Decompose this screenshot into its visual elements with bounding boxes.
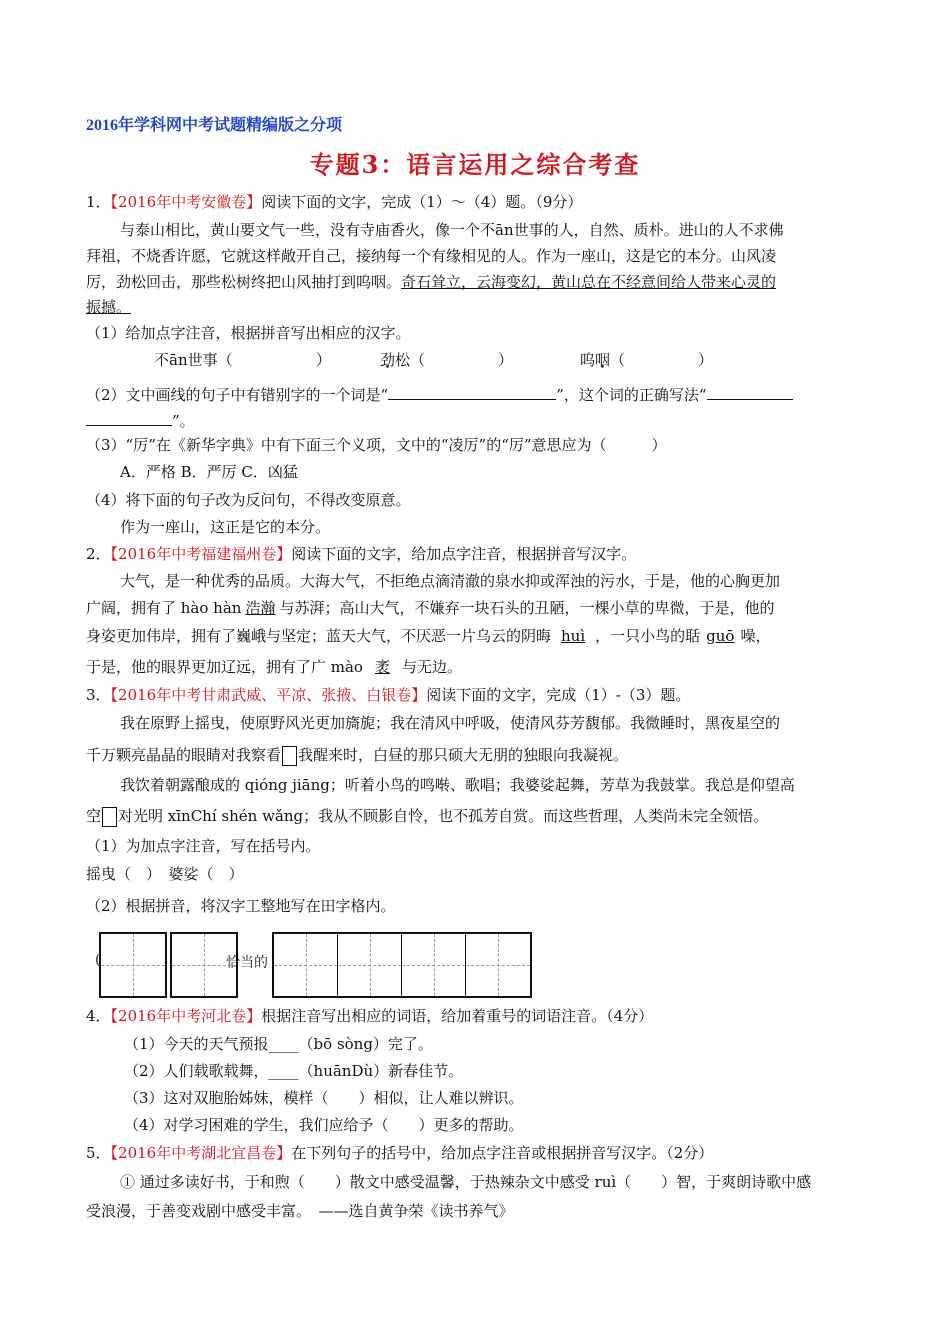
q4-item-2: （2）人们载歌载舞，____（huānDù）新春佳节。 (124, 1062, 464, 1080)
question-1-header (86, 192, 868, 212)
q4-item-1: （1）今天的天气预报____（bō sòng）完了。 (124, 1035, 433, 1053)
question-3-header (86, 685, 868, 705)
text: 我醒来时，白昼的那只硕大无朋的独眼向我凝视。 (298, 746, 629, 764)
question-5-header (86, 1143, 868, 1163)
question-prompt: 阅读下面的文字，完成（1）-（3）题。 (426, 686, 691, 704)
passage-line: 与泰山相比，黄山要文气一些，没有寺庙香火，像一个不ān世事的人，自然、质朴。进山的人不求佛 (120, 221, 784, 239)
item-wuyan: 呜 (580, 351, 596, 369)
source-tag: 【2016年中考福建福州卷】 (110, 545, 292, 563)
paren-close: ） (698, 351, 714, 369)
sub-question-2-cont (86, 409, 868, 431)
passage-line: ① 通过多读好书，于和煦（ ）散文中感受温馨，于热辣杂文中感受 ruì（ ）智，于爽朗诗歌中感 (120, 1173, 812, 1191)
question-prompt: 在下列句子的括号中，给加点字注音或根据拼音写汉字。（2分） (291, 1144, 714, 1162)
obscured-text: 恰当的 (226, 955, 268, 971)
series-heading: 2016年学科网中考试题精编版之分项 (86, 117, 343, 134)
question-number: 5． (86, 1144, 111, 1162)
answer-box[interactable] (102, 807, 117, 827)
question-prompt: 阅读下面的文字，完成（1）～（4）题。（9分） (261, 193, 583, 211)
annotation-line: 摇曳（ ） 婆娑（ ） (86, 865, 244, 883)
text: 空 (86, 807, 102, 825)
sub-question-4: （4）将下面的句子改为反问句，不得改变原意。 (86, 491, 411, 509)
passage-line: 受浪漫，于善变戏剧中感受丰富。 ——选自黄争荣《读书养气》 (86, 1202, 514, 1220)
text: （2）文中画线的句子中有错别字的一个词是“ (86, 386, 389, 404)
filled-blank: 浩瀚 (245, 599, 276, 617)
pinyin-blank: guō (706, 627, 735, 645)
passage-line: 我在原野上摇曳，使原野风光更加旖旎；我在清风中呼吸，使清风芬芳馥郁。我微睡时，黑夜星空的 (120, 714, 781, 732)
tianzige-grid-1[interactable] (99, 932, 167, 998)
grid-cell[interactable] (402, 934, 466, 996)
grid-cell[interactable] (338, 934, 402, 996)
text: ”。 (172, 412, 195, 430)
answer-box[interactable] (282, 746, 297, 766)
question-number: 1． (86, 193, 111, 211)
dotted-char: 劲 (380, 351, 396, 369)
paren-close: ） (316, 351, 332, 369)
passage-line (86, 297, 868, 317)
passage-line: 大气，是一种优秀的品质。大海大气，不拒绝点滴清澈的泉水抑或浑浊的污水，于是，他的心胸更加 (120, 572, 781, 590)
item-jingsong: 松（ (395, 351, 426, 369)
passage-line (86, 598, 868, 618)
question-2-header (86, 544, 868, 564)
page-title: 专题3：语言运用之综合考查 (309, 150, 641, 179)
paren-open: （ (610, 351, 626, 369)
source-tag: 【2016年中考甘肃武威、平凉、张掖、白银卷】 (110, 686, 427, 704)
text: ，一只小鸟的聒 (595, 627, 701, 645)
tianzige-grid-3[interactable] (272, 932, 532, 998)
pinyin-blank: huì (561, 627, 586, 645)
answer-blank[interactable] (388, 383, 556, 400)
q4-item-4: （4）对学习困难的学生，我们应给予（ ）更多的帮助。 (124, 1116, 524, 1134)
sub-question-2 (86, 383, 868, 405)
text: ”，这个词的正确写法“ (556, 386, 707, 404)
passage-line (86, 806, 868, 827)
question-prompt: 阅读下面的文字，给加点字注音，根据拼音写汉字。 (291, 545, 637, 563)
passage-line: 我饮着朝露酿成的 qióng jiāng；听着小鸟的鸣啭、歌唱；我婆娑起舞，芳草为我鼓掌。我总是仰望高 (120, 776, 795, 794)
text: 对光明 xīnChí shén wǎng；我从不顾影自怜，也不孤芳自赏。而这些哲理，人类尚未完全领悟。 (118, 807, 769, 825)
sub-question-2: （2）根据拼音，将汉字工整地写在田字格内。 (86, 897, 396, 915)
options: A．严格 B．严厉 C．凶猛 (120, 463, 298, 481)
sub-question-1: （1）给加点字注音，根据拼音写出相应的汉字。 (86, 324, 411, 342)
question-number: 4． (86, 1007, 111, 1025)
passage-line (86, 745, 868, 766)
item-buan: 不ān世事（ (154, 351, 233, 369)
passage-line (86, 626, 868, 646)
text: 与苏湃；高山大气，不嫌弃一块石头的丑陋，一棵小草的卑微，于是，他的 (279, 599, 775, 617)
sentence-to-rewrite: 作为一座山，这正是它的本分。 (120, 518, 331, 536)
source-tag: 【2016年中考湖北宜昌卷】 (110, 1144, 292, 1162)
text: 于是，他的眼界更加辽远，拥有了广 mào (86, 658, 363, 676)
source-tag: 【2016年中考安徽卷】 (110, 193, 262, 211)
tianzige-grid-2[interactable] (170, 932, 238, 998)
answer-blank[interactable] (707, 383, 793, 400)
passage-line (86, 272, 868, 292)
source-tag: 【2016年中考河北卷】 (110, 1007, 262, 1025)
passage-line: 拜祖，不烧香许愿，它就这样敞开自己，接纳每一个有缘相见的人。作为一座山，这是它的本分。山风凌 (86, 247, 777, 265)
underlined-sentence: 奇石耸立，云海变幻，黄山总在不经意间给人带来心灵的 (401, 273, 777, 291)
paren-close: ） (498, 351, 514, 369)
underlined-sentence-end: 振撼。 (86, 298, 132, 316)
answer-blank[interactable] (86, 409, 172, 426)
text: 与无边。 (401, 658, 462, 676)
text: 身姿更加伟岸，拥有了巍峨与坚定；蓝天大气，不厌恶一片乌云的阴晦 (86, 627, 552, 645)
grid-cell[interactable] (466, 934, 530, 996)
grid-cell[interactable] (172, 934, 236, 996)
text: 噪， (740, 627, 771, 645)
grid-cell[interactable] (274, 934, 338, 996)
question-number: 2． (86, 545, 111, 563)
passage-text: 厉，劲松回击，那些松树终把山风抽打到呜咽。 (86, 273, 402, 291)
question-prompt: 根据注音写出相应的词语，给加着重号的词语注音。（4分） (261, 1007, 654, 1025)
text: 千万颗亮晶晶的眼睛对我察看 (86, 746, 282, 764)
question-number: 3． (86, 686, 111, 704)
dotted-char: 咽 (595, 351, 611, 369)
passage-line (86, 657, 868, 677)
question-4-header (86, 1006, 868, 1026)
sub-question-1: （1）为加点字注音，写在括号内。 (86, 837, 321, 855)
grid-cell[interactable] (101, 934, 165, 996)
obscured-text: ( (95, 952, 101, 968)
sub-question-3: （3）“厉”在《新华字典》中有下面三个义项，文中的“凌厉”的“厉”意思应为（ ） (86, 436, 667, 454)
text: 广阔，拥有了 hào hàn (86, 599, 242, 617)
filled-blank: 袤 (374, 658, 390, 676)
q4-item-3: （3）这对双胞胎姊妹，模样（ ）相似，让人难以辨识。 (124, 1089, 524, 1107)
